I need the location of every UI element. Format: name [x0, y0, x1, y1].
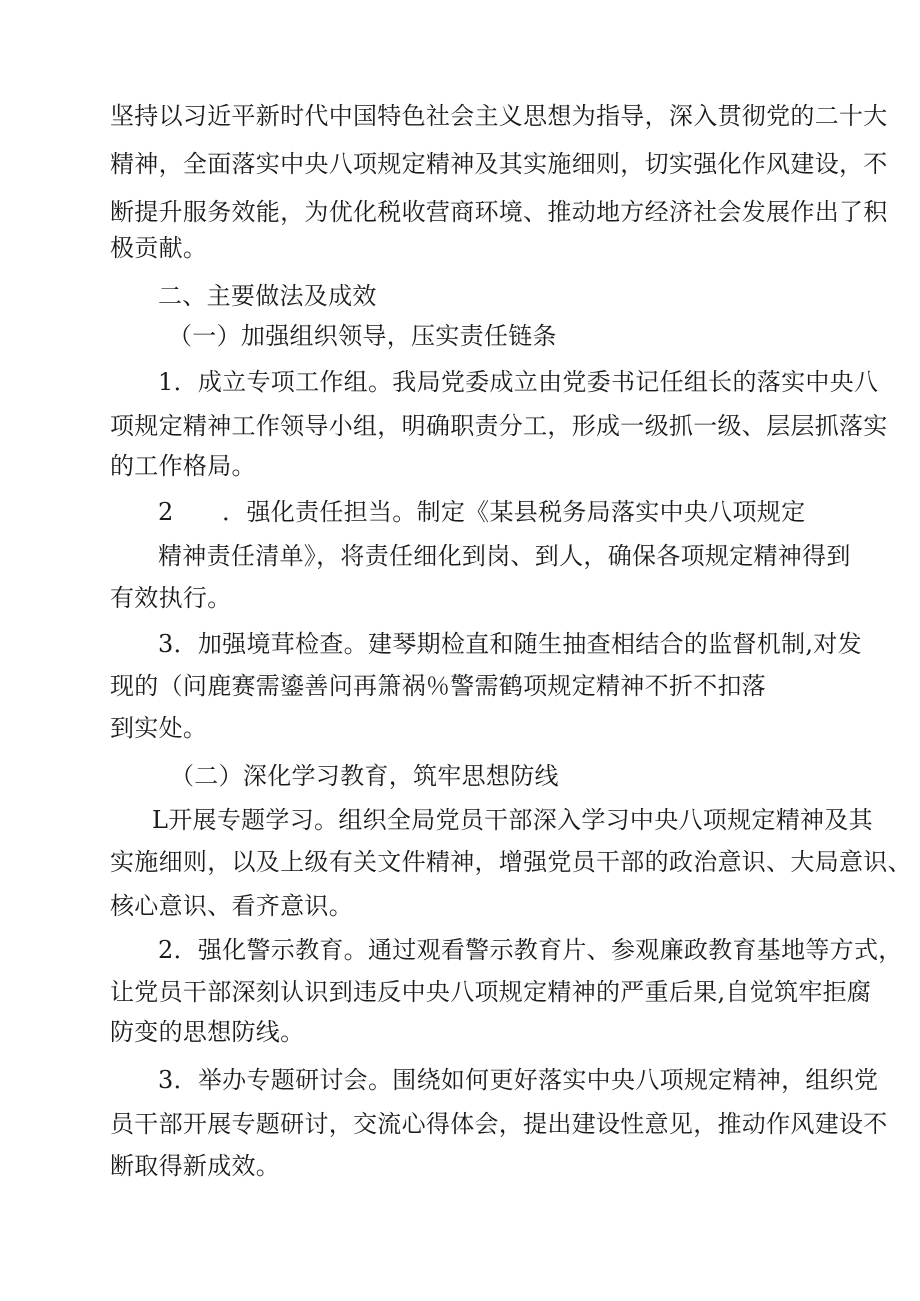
- body-text-line: 让党员干部深刻认识到违反中央八项规定精神的严重后果,自觉筑牢拒腐: [110, 978, 872, 1006]
- body-text-line: 极贡献。: [110, 234, 208, 262]
- body-text-line: 有效执行。: [110, 584, 232, 612]
- section-heading: 二、主要做法及成效: [158, 282, 377, 310]
- body-text-line: 的工作格局。: [110, 452, 256, 480]
- body-text-line: 精神责任清单》，将责任细化到岗、到人，确保各项规定精神得到: [158, 542, 851, 570]
- body-text-line: 断取得新成效。: [110, 1152, 281, 1180]
- body-text-line: 实施细则，以及上级有关文件精神，增强党员干部的政治意识、大局意识、: [110, 848, 912, 876]
- body-text-line: 精神，全面落实中央八项规定精神及其实施细则，切实强化作风建设，不: [110, 150, 888, 178]
- body-text-line: 3．加强境茸检查。建琴期检直和随生抽查相结合的监督机制,对发: [158, 630, 862, 658]
- body-text-line: 项规定精神工作领导小组，明确职责分工，形成一级抓一级、层层抓落实: [110, 412, 888, 440]
- body-text-line: 2．强化警示教育。通过观看警示教育片、参观廉政教育基地等方式，: [158, 936, 903, 964]
- body-text-line: 到实处。: [110, 714, 208, 742]
- body-text-line: 员干部开展专题研讨，交流心得体会，提出建设性意见，推动作风建设不: [110, 1110, 888, 1138]
- body-text-line: 1．成立专项工作组。我局党委成立由党委书记任组长的落实中央八: [158, 368, 879, 396]
- subsection-heading: （二）深化学习教育，筑牢思想防线: [170, 762, 559, 790]
- body-text-line: 现的（问鹿赛需鎏善问再箫祸％警需鹤项规定精神不折不扣落: [110, 672, 767, 700]
- subsection-heading: （一）加强组织领导，压实责任链条: [168, 322, 557, 350]
- body-text-line: 坚持以习近平新时代中国特色社会主义思想为指导，深入贯彻党的二十大: [110, 102, 888, 130]
- body-text-line: 3．举办专题研讨会。围绕如何更好落实中央八项规定精神，组织党: [158, 1066, 879, 1094]
- body-text-line: 2 ．强化责任担当。制定《某县税务局落实中央八项规定: [158, 498, 806, 526]
- body-text-line: 断提升服务效能，为优化税收营商环境、推动地方经济社会发展作出了积: [110, 198, 888, 226]
- body-text-line: 防变的思想防线。: [110, 1018, 305, 1046]
- body-text-line: 核心意识、看齐意识。: [110, 892, 353, 920]
- body-text-line: L开展专题学习。组织全局党员干部深入学习中央八项规定精神及其: [152, 806, 873, 834]
